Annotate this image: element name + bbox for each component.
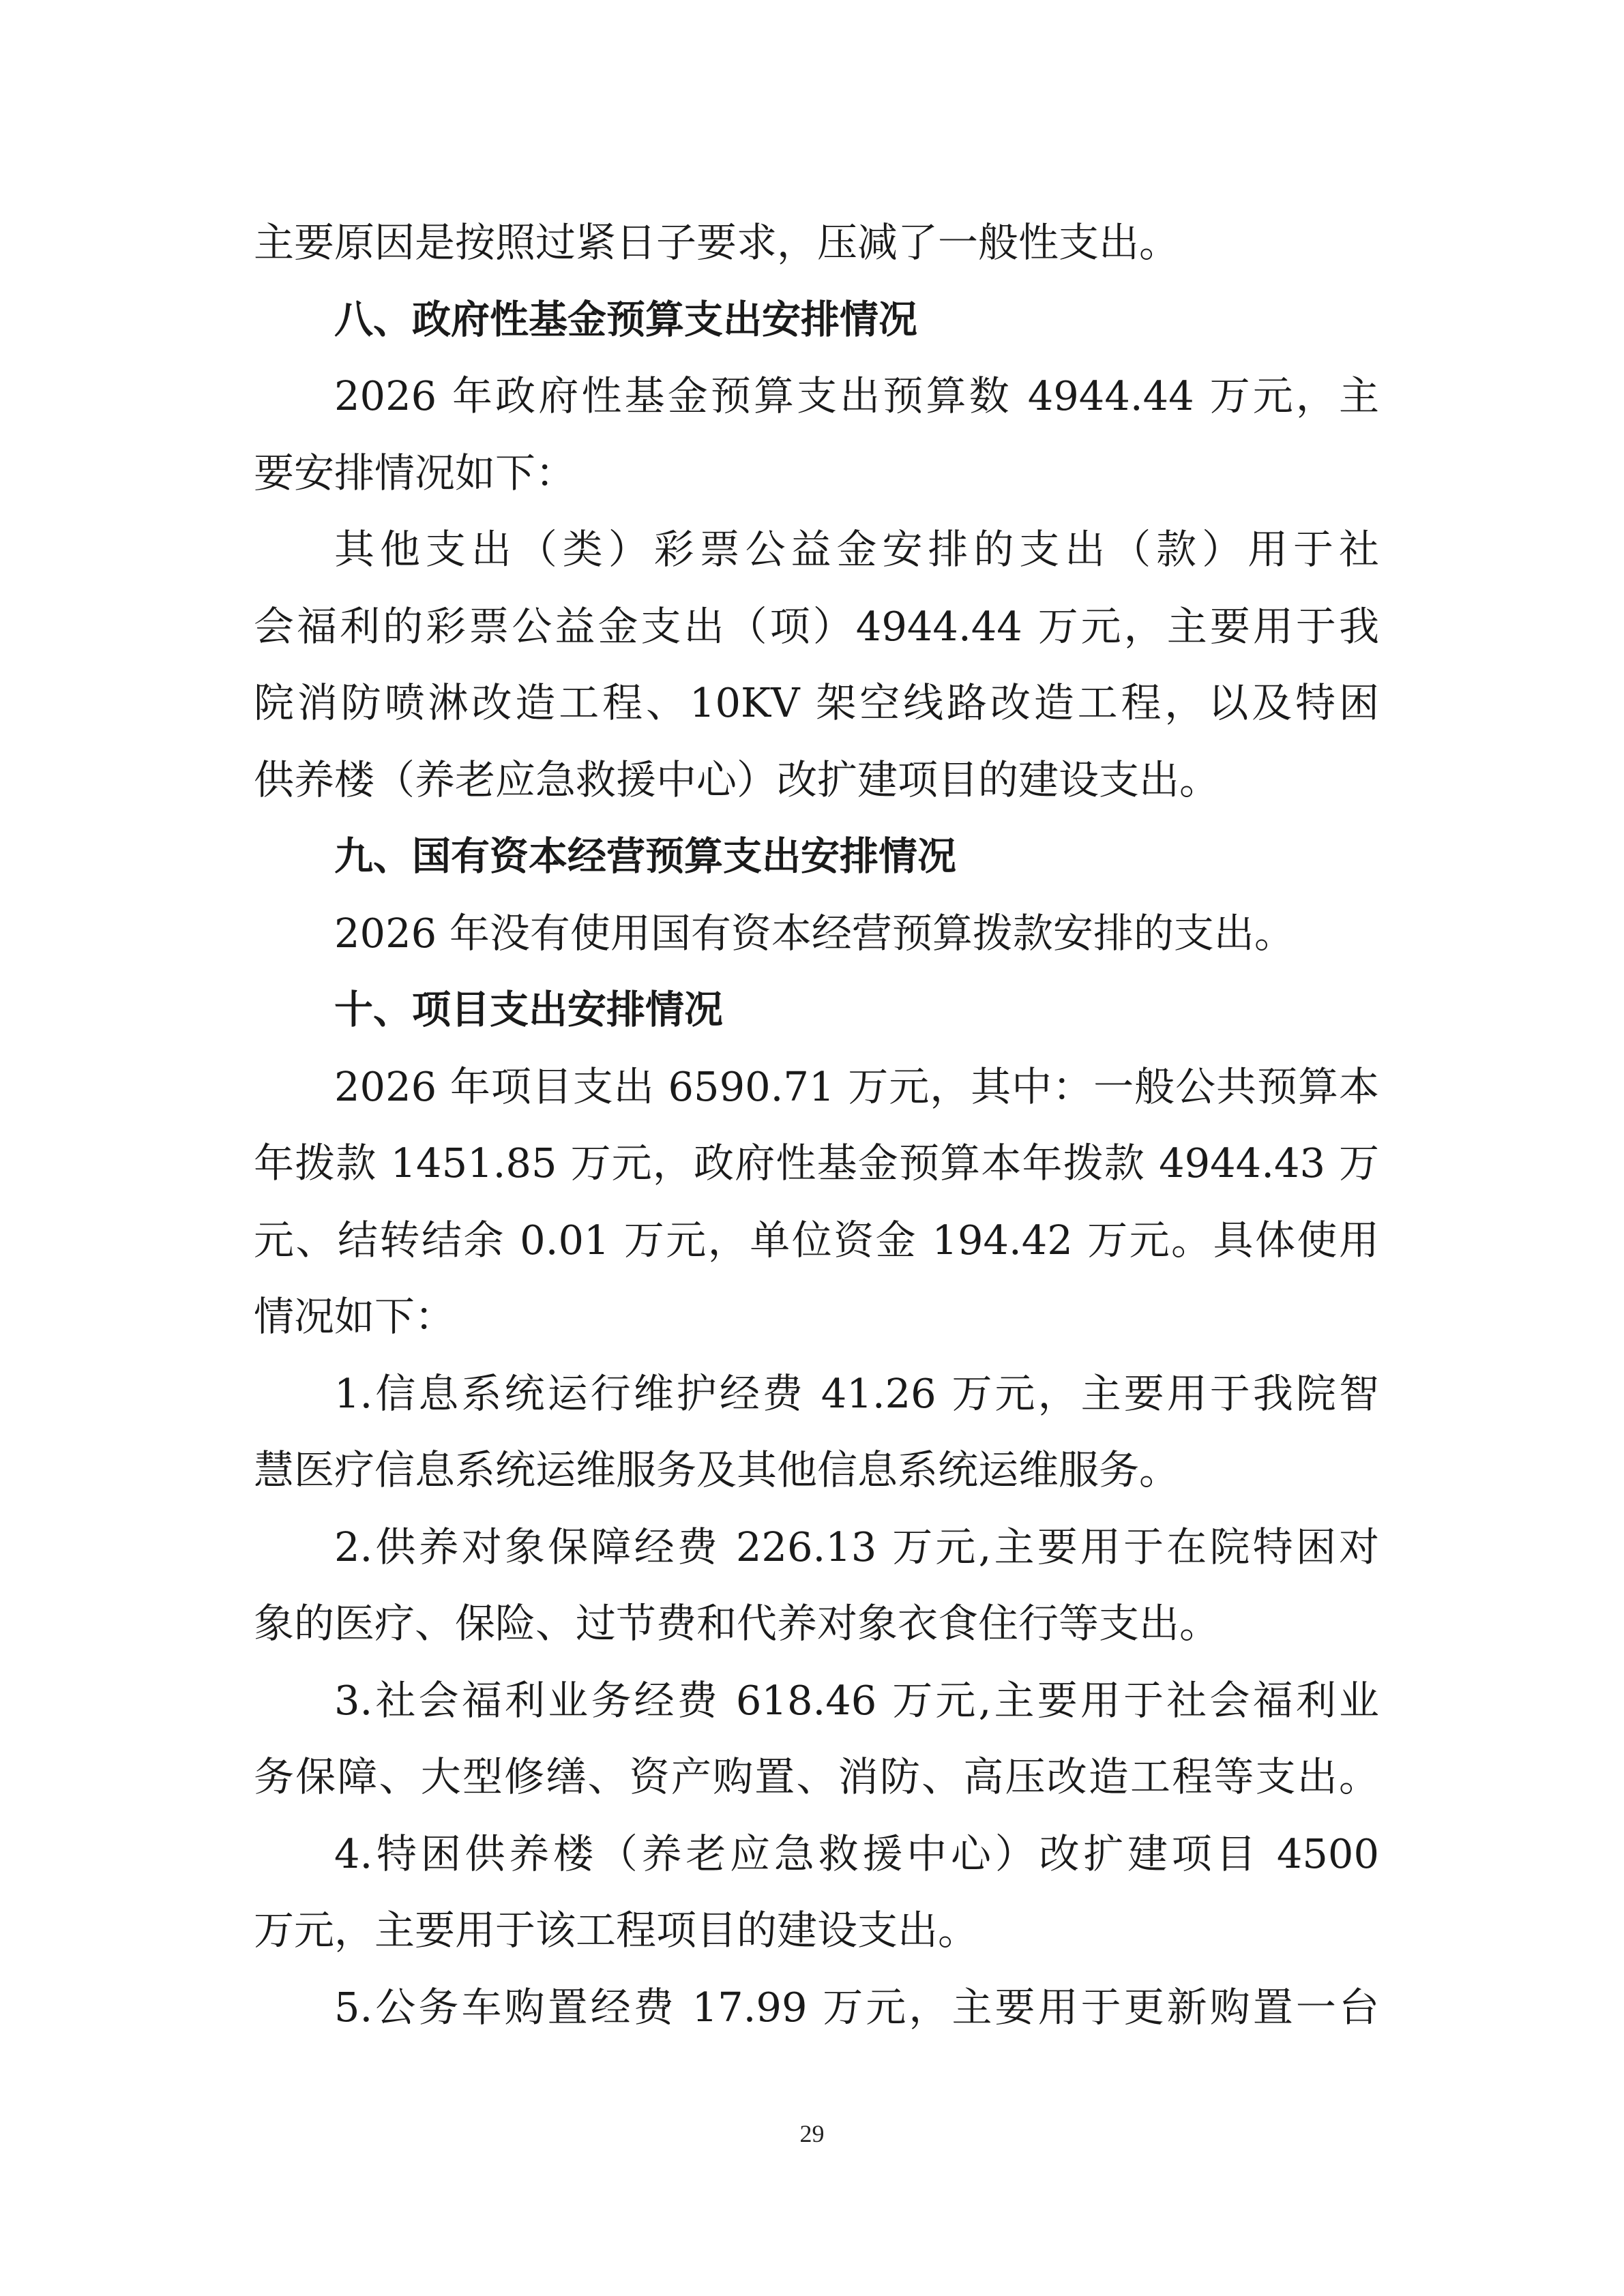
paragraph-line: 院消防喷淋改造工程、10KV 架空线路改造工程，以及特困 xyxy=(254,679,1379,726)
list-item-1: 1.信息系统运行维护经费 41.26 万元，主要用于我院智 xyxy=(334,1369,1379,1417)
paragraph-line: 供养楼（养老应急救援中心）改扩建项目的建设支出。 xyxy=(254,756,1220,803)
paragraph-line: 元、结转结余 0.01 万元，单位资金 194.42 万元。具体使用 xyxy=(254,1216,1379,1264)
list-item-4: 4.特困供养楼（养老应急救援中心）改扩建项目 4500 xyxy=(334,1830,1379,1877)
list-item-2: 2.供养对象保障经费 226.13 万元,主要用于在院特困对 xyxy=(334,1523,1379,1570)
paragraph-line: 情况如下： xyxy=(254,1293,456,1340)
paragraph-line: 主要原因是按照过紧日子要求，压减了一般性支出。 xyxy=(254,219,1180,266)
document-body xyxy=(254,205,1379,2046)
paragraph-line: 2026 年政府性基金预算支出预算数 4944.44 万元，主 xyxy=(334,372,1379,419)
list-item-5: 5.公务车购置经费 17.99 万元，主要用于更新购置一台 xyxy=(334,1983,1379,2031)
paragraph-line: 年拨款 1451.85 万元，政府性基金预算本年拨款 4944.43 万 xyxy=(254,1139,1379,1187)
paragraph-line: 会福利的彩票公益金支出（项）4944.44 万元，主要用于我 xyxy=(254,602,1379,650)
paragraph-line: 要安排情况如下： xyxy=(254,449,576,496)
page-number: 29 xyxy=(799,2120,825,2147)
paragraph-line: 象的医疗、保险、过节费和代养对象衣食住行等支出。 xyxy=(254,1600,1220,1647)
paragraph-line: 2026 年项目支出 6590.71 万元，其中：一般公共预算本 xyxy=(334,1062,1379,1110)
section-heading-10: 十、项目支出安排情况 xyxy=(334,987,723,1032)
paragraph-line: 2026 年没有使用国有资本经营预算拨款安排的支出。 xyxy=(334,909,1295,957)
paragraph-line: 万元，主要用于该工程项目的建设支出。 xyxy=(254,1907,979,1954)
paragraph-line: 务保障、大型修缮、资产购置、消防、高压改造工程等支出。 xyxy=(254,1753,1379,1800)
paragraph-line: 慧医疗信息系统运维服务及其他信息系统运维服务。 xyxy=(254,1446,1180,1493)
section-heading-9: 九、国有资本经营预算支出安排情况 xyxy=(334,834,956,879)
section-heading-8: 八、政府性基金预算支出安排情况 xyxy=(334,297,917,342)
paragraph-line: 其他支出（类）彩票公益金安排的支出（款）用于社 xyxy=(334,526,1379,573)
list-item-3: 3.社会福利业务经费 618.46 万元,主要用于社会福利业 xyxy=(334,1676,1379,1724)
